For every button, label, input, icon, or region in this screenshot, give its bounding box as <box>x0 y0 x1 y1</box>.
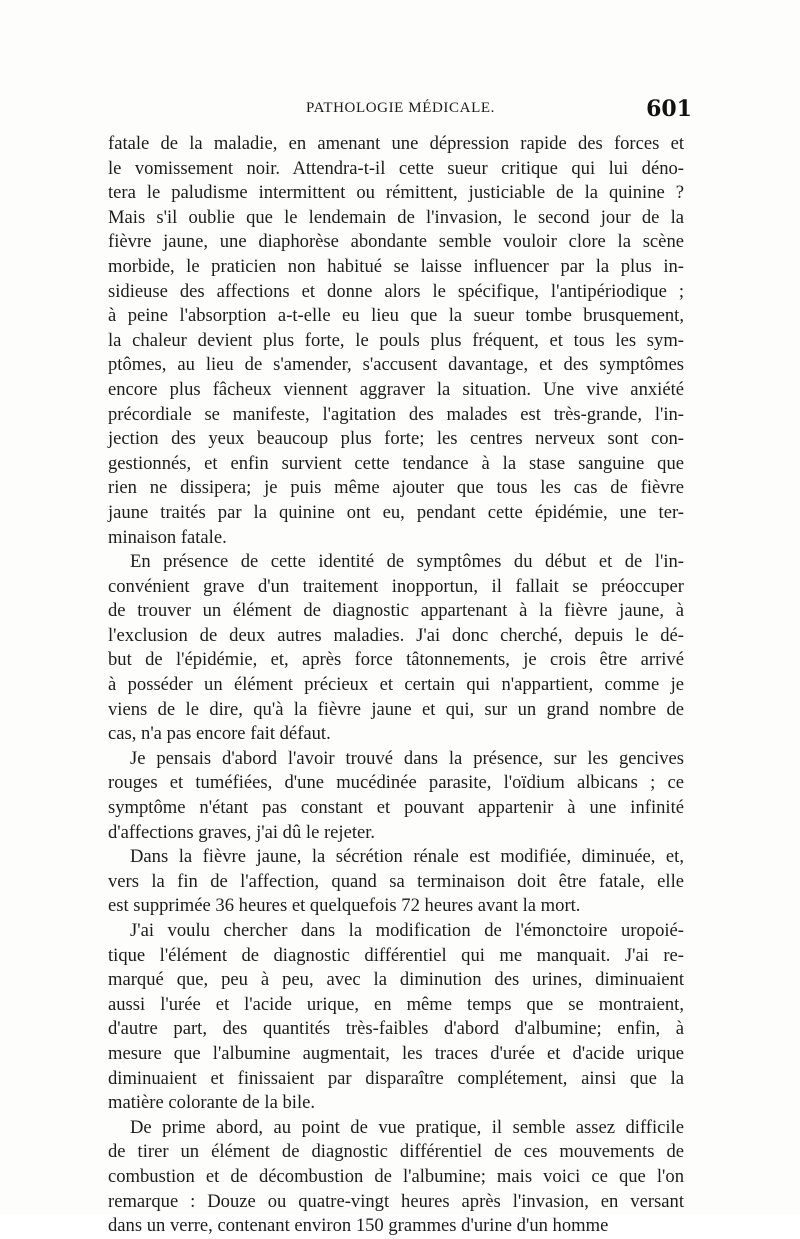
text-line: précordiale se manifeste, l'agitation des malades est très-grande, l'in- <box>108 403 684 425</box>
body-text <box>108 132 684 1239</box>
text-line: marqué que, peu à peu, avec la diminution des urines, diminuaient <box>108 969 684 991</box>
paragraph <box>108 550 684 747</box>
text-line: d'affections graves, j'ai dû le rejeter. <box>108 821 376 843</box>
text-line: matière colorante de la bile. <box>108 1092 316 1114</box>
text-line: vers la fin de l'affection, quand sa terminaison doit être fatale, elle <box>108 870 684 892</box>
text-line: rouges et tuméfiées, d'une mucédinée parasite, l'oïdium albicans ; ce <box>108 772 684 794</box>
paragraph <box>108 919 684 1116</box>
running-title: PATHOLOGIE MÉDICALE. <box>306 100 495 116</box>
text-line: remarque : Douze ou quatre-vingt heures après l'invasion, en versant <box>108 1190 684 1212</box>
text-line: à posséder un élément précieux et certain qui n'appartient, comme je <box>108 674 684 696</box>
text-line: jection des yeux beaucoup plus forte; les centres nerveux sont con- <box>108 428 684 450</box>
text-line: gestionnés, et enfin survient cette tendance à la stase sanguine que <box>108 452 684 474</box>
text-line: dans un verre, contenant environ 150 grammes d'urine d'un homme <box>108 1215 609 1237</box>
text-line: Dans la fièvre jaune, la sécrétion rénale est modifiée, diminuée, et, <box>130 846 684 868</box>
text-line: jaune traités par la quinine ont eu, pendant cette épidémie, une ter- <box>108 501 684 523</box>
text-line: morbide, le praticien non habitué se laisse influencer par la plus in- <box>108 255 684 277</box>
text-line: est supprimée 36 heures et quelquefois 72 heures avant la mort. <box>108 895 581 917</box>
paragraph <box>108 1116 684 1239</box>
text-line: le vomissement noir. Attendra-t-il cette sueur critique qui lui déno- <box>108 157 684 179</box>
text-line: but de l'épidémie, et, après force tâtonnements, je crois être arrivé <box>108 649 684 671</box>
text-line: symptôme n'étant pas constant et pouvant appartenir à une infinité <box>108 797 684 819</box>
text-line: convénient grave d'un traitement inopportun, il fallait se préoccuper <box>108 575 684 597</box>
text-line: diminuaient et finissaient par disparaître complétement, ainsi que la <box>108 1067 684 1089</box>
text-line: mesure que l'albumine augmentait, les traces d'urée et d'acide urique <box>108 1042 684 1064</box>
text-line: Mais s'il oublie que le lendemain de l'invasion, le second jour de la <box>108 206 684 228</box>
text-line: En présence de cette identité de symptômes du début et de l'in- <box>130 551 684 573</box>
text-line: la chaleur devient plus forte, le pouls plus fréquent, et tous les sym- <box>108 329 684 351</box>
text-line: Je pensais d'abord l'avoir trouvé dans la présence, sur les gencives <box>130 747 684 769</box>
text-line: tera le paludisme intermittent ou rémittent, justiciable de la quinine ? <box>108 182 684 204</box>
text-line: rien ne dissipera; je puis même ajouter que tous les cas de fièvre <box>108 477 684 499</box>
text-line: sidieuse des affections et donne alors le spécifique, l'antipériodique ; <box>108 280 684 302</box>
paragraph <box>108 132 684 550</box>
text-line: cas, n'a pas encore fait défaut. <box>108 723 331 745</box>
text-line: tique l'élément de diagnostic différentiel qui me manquait. J'ai re- <box>108 944 684 966</box>
text-line: à peine l'absorption a-t-elle eu lieu que la sueur tombe brusquement, <box>108 305 684 327</box>
text-line: d'autre part, des quantités très-faibles d'abord d'albumine; enfin, à <box>108 1018 684 1040</box>
page-header <box>108 96 692 130</box>
paragraph <box>108 845 684 919</box>
text-line: combustion et de décombustion de l'albumine; mais voici ce que l'on <box>108 1165 684 1187</box>
page-number: 601 <box>646 96 692 122</box>
text-line: de tirer un élément de diagnostic différentiel de ces mouvements de <box>108 1141 684 1163</box>
paragraph <box>108 747 684 845</box>
text-line: viens de le dire, qu'à la fièvre jaune et qui, sur un grand nombre de <box>108 698 684 720</box>
text-line: J'ai voulu chercher dans la modification de l'émonctoire uropoié- <box>130 920 684 941</box>
text-line: de trouver un élément de diagnostic appartenant à la fièvre jaune, à <box>108 600 684 622</box>
text-line: l'exclusion de deux autres maladies. J'ai donc cherché, depuis le dé- <box>108 624 684 646</box>
text-line: encore plus fâcheux viennent aggraver la situation. Une vive anxiété <box>108 378 684 400</box>
text-line: ptômes, au lieu de s'amender, s'accusent davantage, et des symptômes <box>108 354 684 376</box>
text-line: minaison fatale. <box>108 526 227 548</box>
text-line: fatale de la maladie, en amenant une dépression rapide des forces et <box>108 133 684 154</box>
text-line: aussi l'urée et l'acide urique, en même temps que se montraient, <box>108 993 684 1015</box>
text-line: fièvre jaune, une diaphorèse abondante semble vouloir clore la scène <box>108 231 684 253</box>
text-line: De prime abord, au point de vue pratique, il semble assez difficile <box>130 1116 684 1138</box>
